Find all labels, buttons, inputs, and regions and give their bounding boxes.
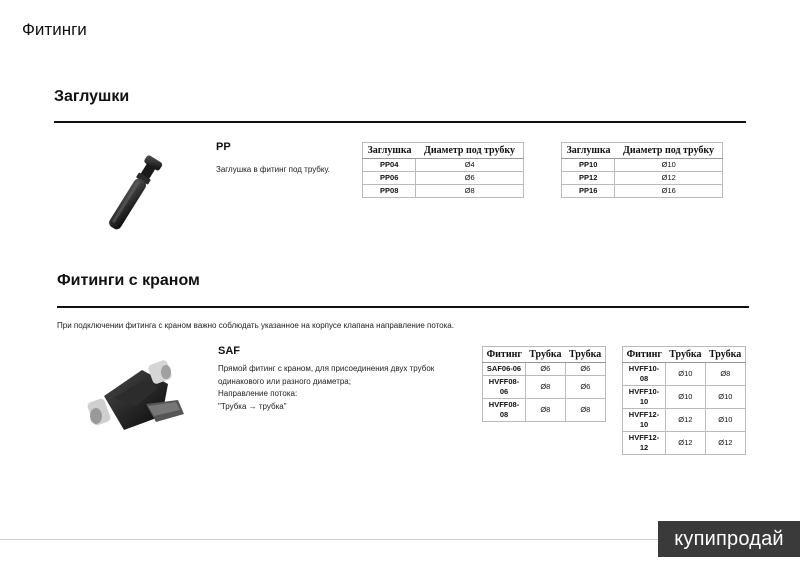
- table-cell: HVFF12-12: [623, 432, 666, 455]
- table-cell: Ø10: [615, 159, 723, 172]
- section-divider: [54, 121, 746, 123]
- valve-fitting-product-image: [84, 356, 194, 438]
- table-row: [623, 363, 746, 386]
- table-cell: Ø6: [526, 363, 566, 376]
- table-cell: Ø10: [666, 386, 706, 409]
- table-cell: HVFF10-10: [623, 386, 666, 409]
- plug-product-image: [92, 150, 172, 240]
- table-cell: Ø6: [565, 363, 605, 376]
- description-line: одинакового или разного диаметра;: [218, 376, 351, 386]
- table-cell: HVFF08-06: [483, 376, 526, 399]
- product-code-pp: PP: [216, 141, 231, 153]
- table-row: [562, 159, 723, 172]
- table-row: [363, 185, 524, 198]
- valve-table-right: [622, 346, 746, 455]
- table-row: [562, 185, 723, 198]
- table-cell: Ø10: [666, 363, 706, 386]
- table-cell: Ø10: [705, 386, 745, 409]
- column-header: Заглушка: [363, 143, 416, 159]
- section-divider: [57, 306, 749, 308]
- table-cell: PP16: [562, 185, 615, 198]
- product-description-pp: Заглушка в фитинг под трубку.: [216, 165, 330, 174]
- table-cell: HVFF12-10: [623, 409, 666, 432]
- product-code-saf: SAF: [218, 345, 240, 357]
- valve-table-left: [482, 346, 606, 422]
- table-cell: Ø12: [666, 409, 706, 432]
- column-header: Трубка: [666, 347, 706, 363]
- table-cell: Ø12: [666, 432, 706, 455]
- description-line: Прямой фитинг с краном, для присоединения двух трубок: [218, 364, 435, 373]
- table-row: [363, 172, 524, 185]
- column-header: Фитинг: [623, 347, 666, 363]
- table-row: [483, 376, 606, 399]
- table-row: [623, 409, 746, 432]
- plug-table-right: [561, 142, 723, 198]
- table-cell: PP06: [363, 172, 416, 185]
- table-row: [623, 386, 746, 409]
- column-header: Трубка: [526, 347, 566, 363]
- column-header: Фитинг: [483, 347, 526, 363]
- table-row: [363, 159, 524, 172]
- table-cell: Ø12: [705, 432, 745, 455]
- table-row: [562, 172, 723, 185]
- description-line: "Трубка → трубка": [218, 401, 287, 411]
- table-cell: PP08: [363, 185, 416, 198]
- table-row: [483, 363, 606, 376]
- table-cell: PP10: [562, 159, 615, 172]
- table-cell: Ø8: [526, 399, 566, 422]
- table-row: [623, 432, 746, 455]
- table-cell: HVFF10-08: [623, 363, 666, 386]
- column-header: Заглушка: [562, 143, 615, 159]
- table-cell: SAF06-06: [483, 363, 526, 376]
- table-row: [483, 399, 606, 422]
- table-cell: Ø10: [705, 409, 745, 432]
- table-cell: Ø6: [416, 172, 524, 185]
- plug-table-left: [362, 142, 524, 198]
- page-title: Фитинги: [22, 20, 87, 39]
- table-cell: Ø4: [416, 159, 524, 172]
- table-cell: HVFF08-08: [483, 399, 526, 422]
- section-heading-plugs: Заглушки: [54, 88, 130, 105]
- table-cell: Ø8: [705, 363, 745, 386]
- table-cell: Ø12: [615, 172, 723, 185]
- column-header: Трубка: [565, 347, 605, 363]
- table-cell: Ø8: [416, 185, 524, 198]
- product-description-saf: [218, 363, 434, 413]
- column-header: Диаметр под трубку: [615, 143, 723, 159]
- watermark-logo: купипродай: [658, 521, 800, 557]
- table-cell: Ø6: [565, 376, 605, 399]
- section-heading-valve-fittings: Фитинги с краном: [57, 272, 200, 289]
- flow-direction-note: При подключении фитинга с краном важно соблюдать указанное на корпусе клапана направление потока.: [57, 321, 454, 330]
- table-cell: Ø16: [615, 185, 723, 198]
- description-line: Направление потока:: [218, 389, 298, 398]
- table-cell: Ø8: [526, 376, 566, 399]
- table-cell: PP04: [363, 159, 416, 172]
- column-header: Трубка: [705, 347, 745, 363]
- column-header: Диаметр под трубку: [416, 143, 524, 159]
- table-cell: Ø8: [565, 399, 605, 422]
- table-cell: PP12: [562, 172, 615, 185]
